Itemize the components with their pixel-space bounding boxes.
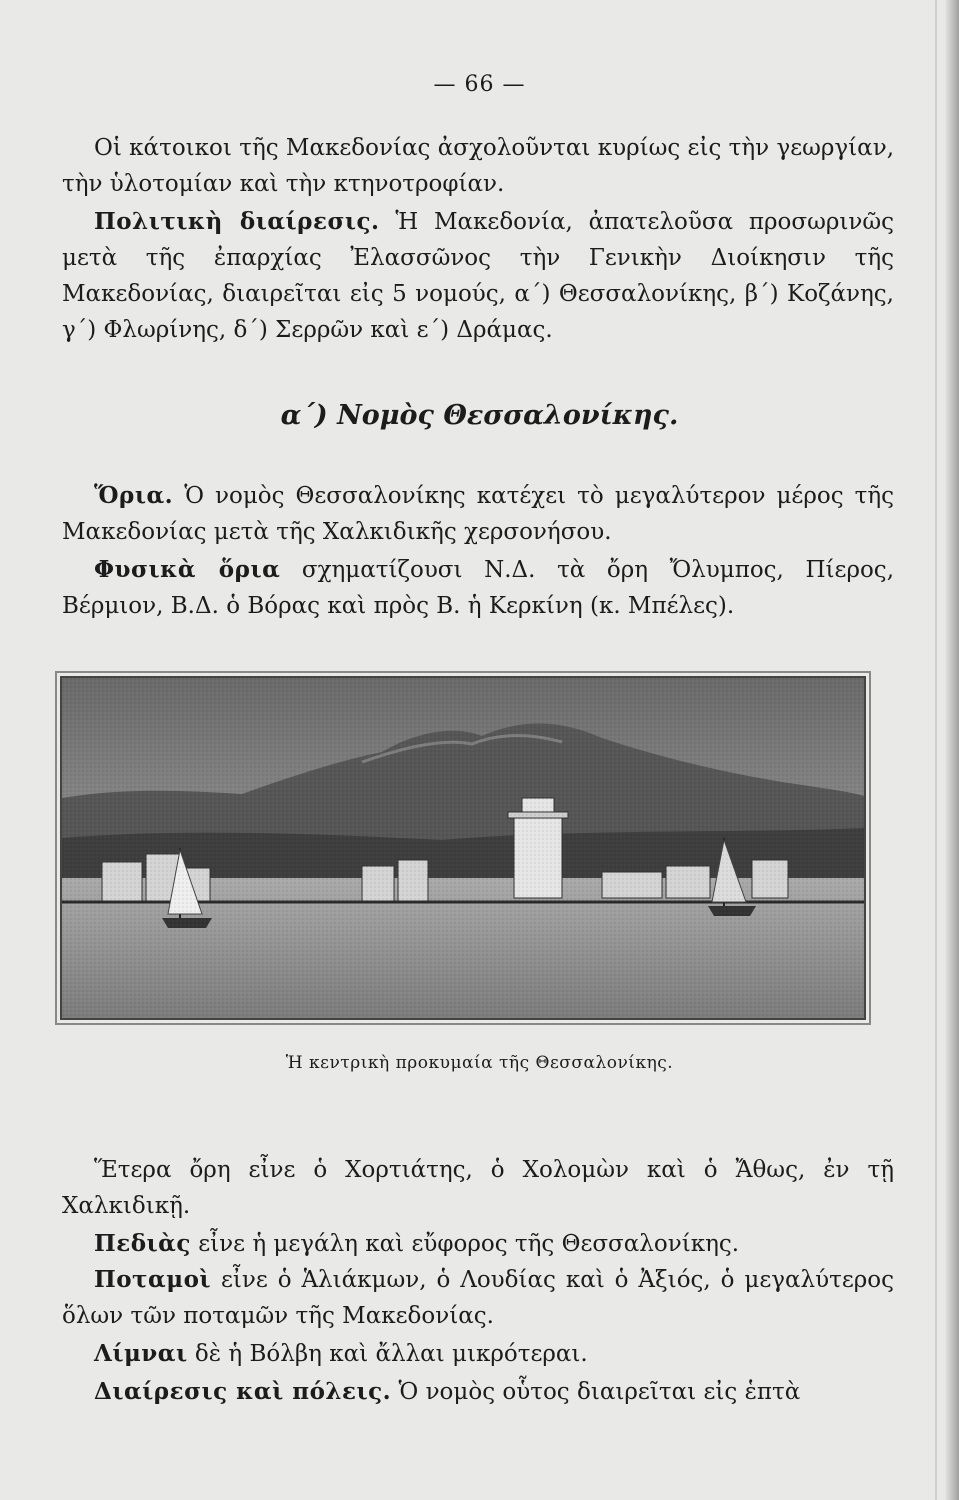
photo-caption: Ἡ κεντρικὴ προκυμαία τῆς Θεσσαλονίκης.: [285, 1053, 674, 1073]
thessaloniki-quay-photo: [60, 676, 866, 1020]
lakes-paragraph: [62, 1336, 894, 1372]
photo-illustration: [62, 678, 864, 1018]
political-division-heading: Πολιτικὴ διαίρεσις.: [94, 208, 380, 235]
rivers-heading: Ποταμοὶ: [94, 1266, 212, 1293]
plain-text: εἶνε ἡ μεγάλη καὶ εὔφορος τῆς Θεσσαλονίκης.: [198, 1231, 740, 1257]
lakes-heading: Λίμναι: [94, 1340, 188, 1367]
section-title: α΄) Νομὸς Θεσσαλονίκης.: [280, 400, 679, 431]
intro-text: Οἱ κάτοικοι τῆς Μακεδονίας ἀσχολοῦνται κυρίως εἰς τὴν γεωργίαν, τὴν ὑλοτομίαν καὶ τὴν κτηνοτροφίαν.: [62, 135, 895, 197]
page-edge-shadow: [945, 0, 959, 1500]
other-mountains-text: Ἕτερα ὄρη εἶνε ὁ Χορτιάτης, ὁ Χολομὼν καὶ ὁ Ἄθως, ἐν τῇ Χαλκιδικῇ.: [62, 1157, 894, 1219]
borders-text: Ὁ νομὸς Θεσσαλονίκης κατέχει τὸ μεγαλύτερον μέρος τῆς Μακεδονίας μετὰ τῆς Χαλκιδικῆς χερσονήσου.: [62, 483, 894, 545]
other-mountains-paragraph: [62, 1152, 894, 1224]
plain-heading: Πεδιὰς: [94, 1230, 191, 1257]
division-cities-heading: Διαίρεσις καὶ πόλεις.: [94, 1378, 392, 1405]
borders-paragraph: [62, 478, 894, 550]
natural-borders-paragraph: [62, 552, 894, 624]
political-division-text: Ἡ Μακεδονία, ἀπατελοῦσα προσωρινῶς μετὰ τῆς ἐπαρχίας Ἐλασσῶνος τὴν Γενικὴν Διοίκησιν τῆς Μακεδονίας, διαιρεῖται εἰς 5 νομούς, α΄) Θεσσαλονίκης, β΄) Κοζάνης, γ΄) Φλωρίνης, δ΄) Σερρῶν καὶ ε΄) Δράμας.: [62, 209, 894, 343]
page-fold-line: [935, 0, 937, 1500]
intro-paragraph: [62, 130, 894, 202]
natural-borders-heading: Φυσικὰ ὅρια: [94, 556, 281, 583]
political-division-paragraph: [62, 204, 894, 348]
lakes-text: δὲ ἡ Βόλβη καὶ ἄλλαι μικρότεραι.: [194, 1341, 588, 1367]
division-cities-paragraph: [62, 1374, 894, 1410]
division-cities-text: Ὁ νομὸς οὗτος διαιρεῖται εἰς ἑπτὰ: [398, 1379, 801, 1405]
rivers-text: εἶνε ὁ Ἁλιάκμων, ὁ Λουδίας καὶ ὁ Ἀξιός, ὁ μεγαλύτερος ὅλων τῶν ποταμῶν τῆς Μακεδονίας.: [62, 1267, 894, 1329]
natural-borders-text: σχηματίζουσι Ν.Δ. τὰ ὄρη Ὄλυμπος, Πίερος, Βέρμιον, Β.Δ. ὁ Βόρας καὶ πρὸς Β. ἡ Κερκίνη (κ. Μπέλες).: [62, 557, 895, 619]
rivers-paragraph: [62, 1262, 894, 1334]
page-number: — 66 —: [433, 72, 526, 97]
plain-paragraph: [62, 1226, 894, 1262]
borders-heading: Ὅρια.: [94, 482, 174, 509]
